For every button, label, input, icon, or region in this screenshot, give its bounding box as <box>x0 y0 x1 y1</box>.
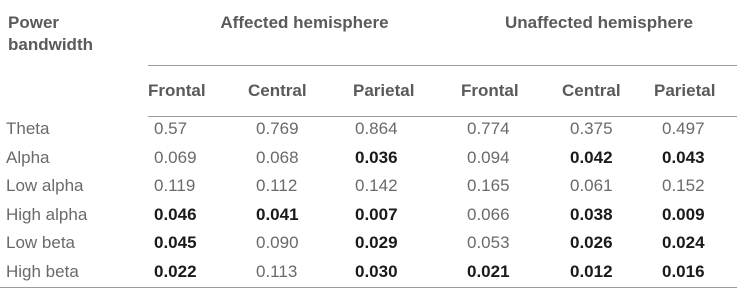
table-cell: 0.046 <box>154 204 197 224</box>
table-cell: 0.497 <box>662 119 705 139</box>
subheader-unaffected-parietal: Parietal <box>654 66 737 117</box>
table-cell: 0.094 <box>467 147 510 167</box>
table-cell: 0.022 <box>154 261 197 281</box>
table-row <box>0 258 737 287</box>
table-cell: 0.066 <box>467 204 510 224</box>
table-cell: 0.045 <box>154 233 197 253</box>
table-row <box>0 229 737 258</box>
table-cell: 0.043 <box>662 147 705 167</box>
table-cell: 0.57 <box>154 119 188 139</box>
row-label: Alpha <box>6 147 50 167</box>
table-cell: 0.068 <box>256 147 299 167</box>
row-label: High beta <box>6 261 79 281</box>
table-cell: 0.053 <box>467 233 510 253</box>
table-cell: 0.009 <box>662 204 705 224</box>
table-cell: 0.021 <box>467 261 510 281</box>
table-cell: 0.024 <box>662 233 705 253</box>
table-cell: 0.142 <box>355 176 398 196</box>
table-cell: 0.165 <box>467 176 510 196</box>
group-header-unaffected: Unaffected hemisphere <box>505 13 693 32</box>
table-cell: 0.041 <box>256 204 299 224</box>
table-cell: 0.012 <box>570 261 613 281</box>
row-label: Theta <box>6 119 50 139</box>
table-cell: 0.090 <box>256 233 299 253</box>
table-cell: 0.069 <box>154 147 197 167</box>
group-header-affected: Affected hemisphere <box>220 13 389 32</box>
subheader-unaffected-frontal: Frontal <box>461 66 556 117</box>
header-group-row <box>0 0 737 66</box>
table-row <box>0 172 737 201</box>
table-cell: 0.112 <box>256 176 298 196</box>
table-cell: 0.864 <box>355 119 398 139</box>
table-cell: 0.029 <box>355 233 398 253</box>
row-label: Low alpha <box>6 176 84 196</box>
table-cell: 0.030 <box>355 261 398 281</box>
subheader-affected-central: Central <box>248 66 341 117</box>
table-cell: 0.375 <box>570 119 613 139</box>
table-body <box>0 115 737 286</box>
table-row <box>0 201 737 230</box>
table-cell: 0.152 <box>662 176 705 196</box>
table-row <box>0 144 737 173</box>
table-cell: 0.774 <box>467 119 510 139</box>
table-row <box>0 115 737 144</box>
table-cell: 0.119 <box>154 176 196 196</box>
table-cell: 0.113 <box>256 261 298 281</box>
power-bandwidth-table <box>0 0 737 117</box>
table-cell: 0.016 <box>662 261 705 281</box>
row-label: Low beta <box>6 233 75 253</box>
subheader-affected-parietal: Parietal <box>341 66 461 117</box>
subheader-affected-frontal: Frontal <box>148 66 248 117</box>
table-cell: 0.769 <box>256 119 299 139</box>
table-cell: 0.042 <box>570 147 613 167</box>
row-label: High alpha <box>6 204 88 224</box>
table-bottom-rule <box>0 287 737 288</box>
subheader-unaffected-central: Central <box>556 66 654 117</box>
table-cell: 0.061 <box>570 176 613 196</box>
table-cell: 0.007 <box>355 204 398 224</box>
table-cell: 0.026 <box>570 233 613 253</box>
table-cell: 0.038 <box>570 204 613 224</box>
row-header-label: Power bandwidth <box>8 13 93 54</box>
table-cell: 0.036 <box>355 147 398 167</box>
